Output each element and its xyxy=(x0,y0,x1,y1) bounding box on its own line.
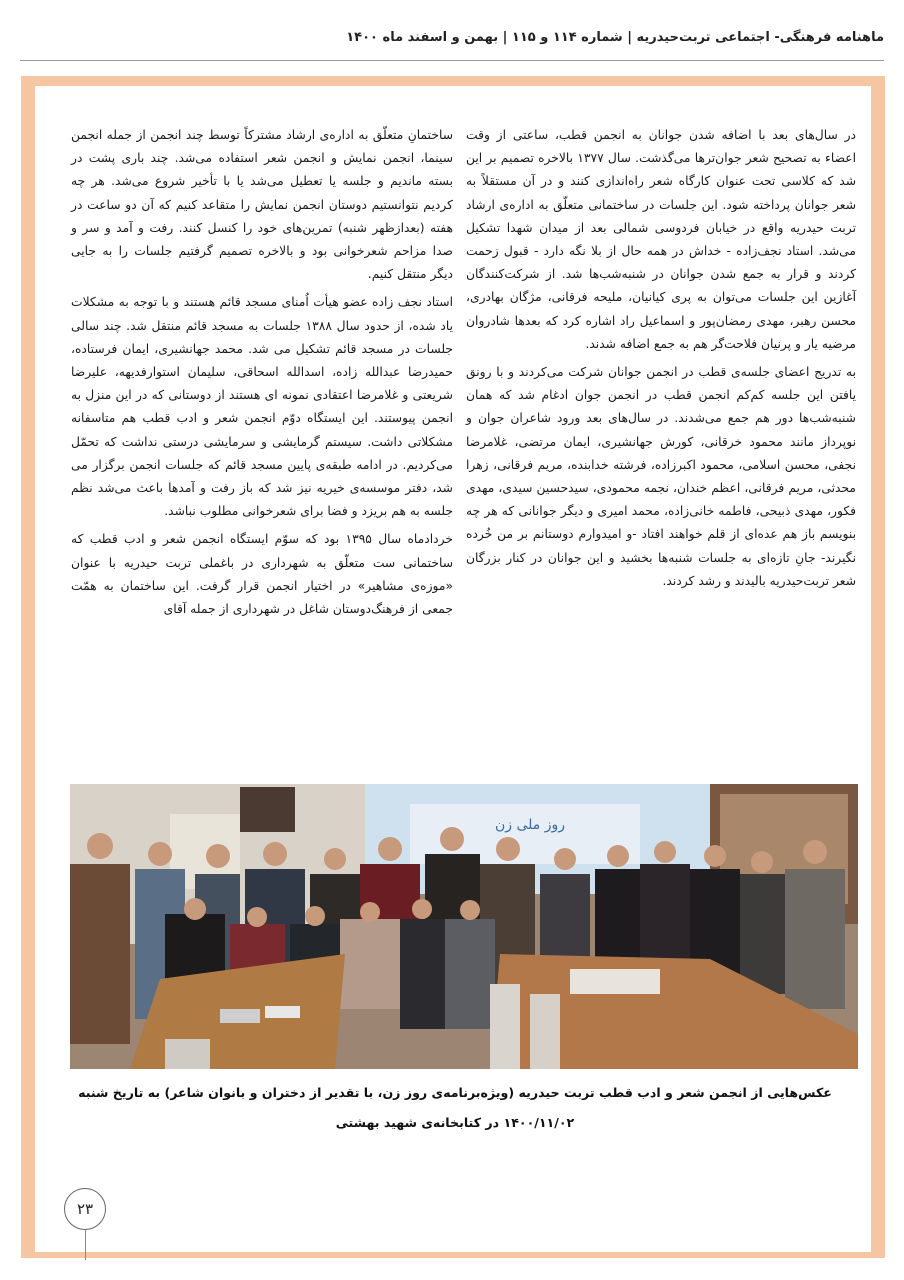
photo-caption xyxy=(60,1078,850,1138)
caption-line: ۱۴۰۰/۱۱/۰۲ در کتابخانه‌ی شهید بهشتی xyxy=(335,1115,575,1130)
paragraph: خردادماه سال ۱۳۹۵ بود که سوّم ایستگاه انجمن شعر و ادب قطب که ساختمانی ست متعلّق به شهرداری در باغملی تربت حیدریه با عنوان «موزه‌ی مشاهیر» در اختیار انجمن قرار گرفت. این ساختمان به همّت جمعی از فرهنگ‌دوستان شاغل در شهرداری از جمله آقای xyxy=(71,532,453,617)
paragraph: به تدریج اعضای جلسه‌ی قطب در انجمن جوانان شرکت می‌کردند و با رونق یافتن این جلسه کم‌کم انجمن قطب در انجمن جوان ادغام شد که همان شنبه‌شب‌ها دور هم جمع می‌شدند. در سال‌های بعد ورود شاعران جوان و نوپرداز مانند محمود خرقانی، کورش جهانشیری، ایمان مرتضی، غلامرضا نجفی، محسن اسلامی، محمود اکبرزاده، فرشته خدابنده، مریم فرقانی، زهرا محدثی، مریم فرقانی، اعظم خندان، نجمه محمودی، سیدحسین سیدی، مهدی فکور، مهدی ذبیحی، فاطمه خانی‌زاده، محمد امیری و دیگر جوانانی که هر چه بنویسم باز هم عده‌ای از قلم خواهند افتاد -و امیدوارم دوستانم بر من خُرده نگیرند- جانِ تازه‌ای به جلسات شنبه‌ها بخشید و این جوانان در کنار بزرگان شعر تربت‌حیدریه بالیدند و رشد کردند. xyxy=(466,365,856,588)
caption-line: عکس‌هایی از انجمن شعر و ادب قطب تربت حیدریه (ویژه‌برنامه‌ی روز زن، با تقدیر از دختران و بانوان شاعر) به تاریخ شنبه xyxy=(78,1085,832,1100)
magazine-header: ماهنامه فرهنگی- اجتماعی تربت‌حیدریه | شماره ۱۱۴ و ۱۱۵ | بهمن و اسفند ماه ۱۴۰۰ xyxy=(346,30,884,45)
page-number-stem xyxy=(85,1230,86,1260)
paragraph: ساختمانِ متعلّق به اداره‌ی ارشاد مشترکاً توسط چند انجمن از جمله انجمن سینما، انجمن نمایش و انجمن شعر استفاده می‌شد. چند باری پشت در بسته ماندیم و جلسه یا تعطیل می‌شد یا با تأخیر شروع می‌شد. هر چه کردیم نتوانستیم دوستان انجمن نمایش را متقاعد کنیم که آن دو ساعت در هفته (بعدازظهر شنبه) تمرین‌های خود را کنسل کنند. رفت و آمد و سر و صدا مزاحم شعرخوانی بود و بالاخره تصمیم گرفتیم جلسات را به جایی دیگر منتقل کنیم. xyxy=(71,128,453,282)
paragraph: در سال‌های بعد با اضافه شدن جوانان به انجمن قطب، ساعتی از وقت اعضاء به تصحیح شعر جوان‌ترها می‌گذشت. سال ۱۳۷۷ بالاخره تصمیم بر این شد که کلاسی تحت عنوان کارگاه شعر راه‌اندازی کنند و در آن مستقلاً به شعر جوانان پرداخته شود. این جلسات در ساختمانی متعلّق به اداره‌ی ارشاد تربت حیدریه واقع در خیابان فردوسی شمالی بعد از میدان شهدا تشکیل می‌شد. استاد نجف‌زاده - خداش در همه حال از بلا نگه دارد - قبول زحمت کردند و قرار به جمع شدن جوانان در شنبه‌شب‌ها شد. از شرکت‌کنندگان آغازین این جلسات می‌توان به پری کیانیان، ملیحه فرقانی، مژگان بهادری، محسن رهبر، مهدی رمضان‌پور و اسماعیل راد اشاره کرد که بعدها شادروان مرضیه یار و پرنیان فلاحت‌گر هم به جمع اضافه شدند. xyxy=(466,128,856,351)
article-column-left xyxy=(71,124,453,626)
page-number: ۲۳ xyxy=(64,1188,106,1230)
paragraph: استاد نجف زاده عضو هیأت اُمنای مسجد قائم هستند و با توجه به مشکلات یاد شده، از حدود سال ۱۳۸۸ جلسات به مسجد قائم منتقل شد. چند سالی جلسات در مسجد قائم تشکیل می شد. محمد جهانشیری، ایمان فرستاده، حمیدرضا عبدالله زاده، اسدالله اسحاقی، سلیمان استوارفدیهه، علیرضا شریعتی و غلامرضا اعتقادی نمونه ای هستند از دوستانی که در این منزل به انجمن پیوستند. این ایستگاه دوّم انجمن شعر و ادب قطب هم متاسفانه مشکلاتی داشت. سیستم گرمایشی و سرمایشی درستی نداشت که تحمّل می‌کردیم. در ادامه طبقه‌ی پایین مسجد قائم که جلسات انجمن برگزار می شد، دفتر موسسه‌ی خیریه نیز شد که باز رفت و آمدها باعث می‌شد نظم جلسه به هم بریزد و فضا برای شعرخوانی مطلوب نباشد. xyxy=(71,295,453,519)
group-photo xyxy=(70,784,858,1069)
banner-text: روز ملی زن xyxy=(494,817,566,833)
header-divider xyxy=(20,60,884,61)
article-column-right xyxy=(466,124,856,598)
